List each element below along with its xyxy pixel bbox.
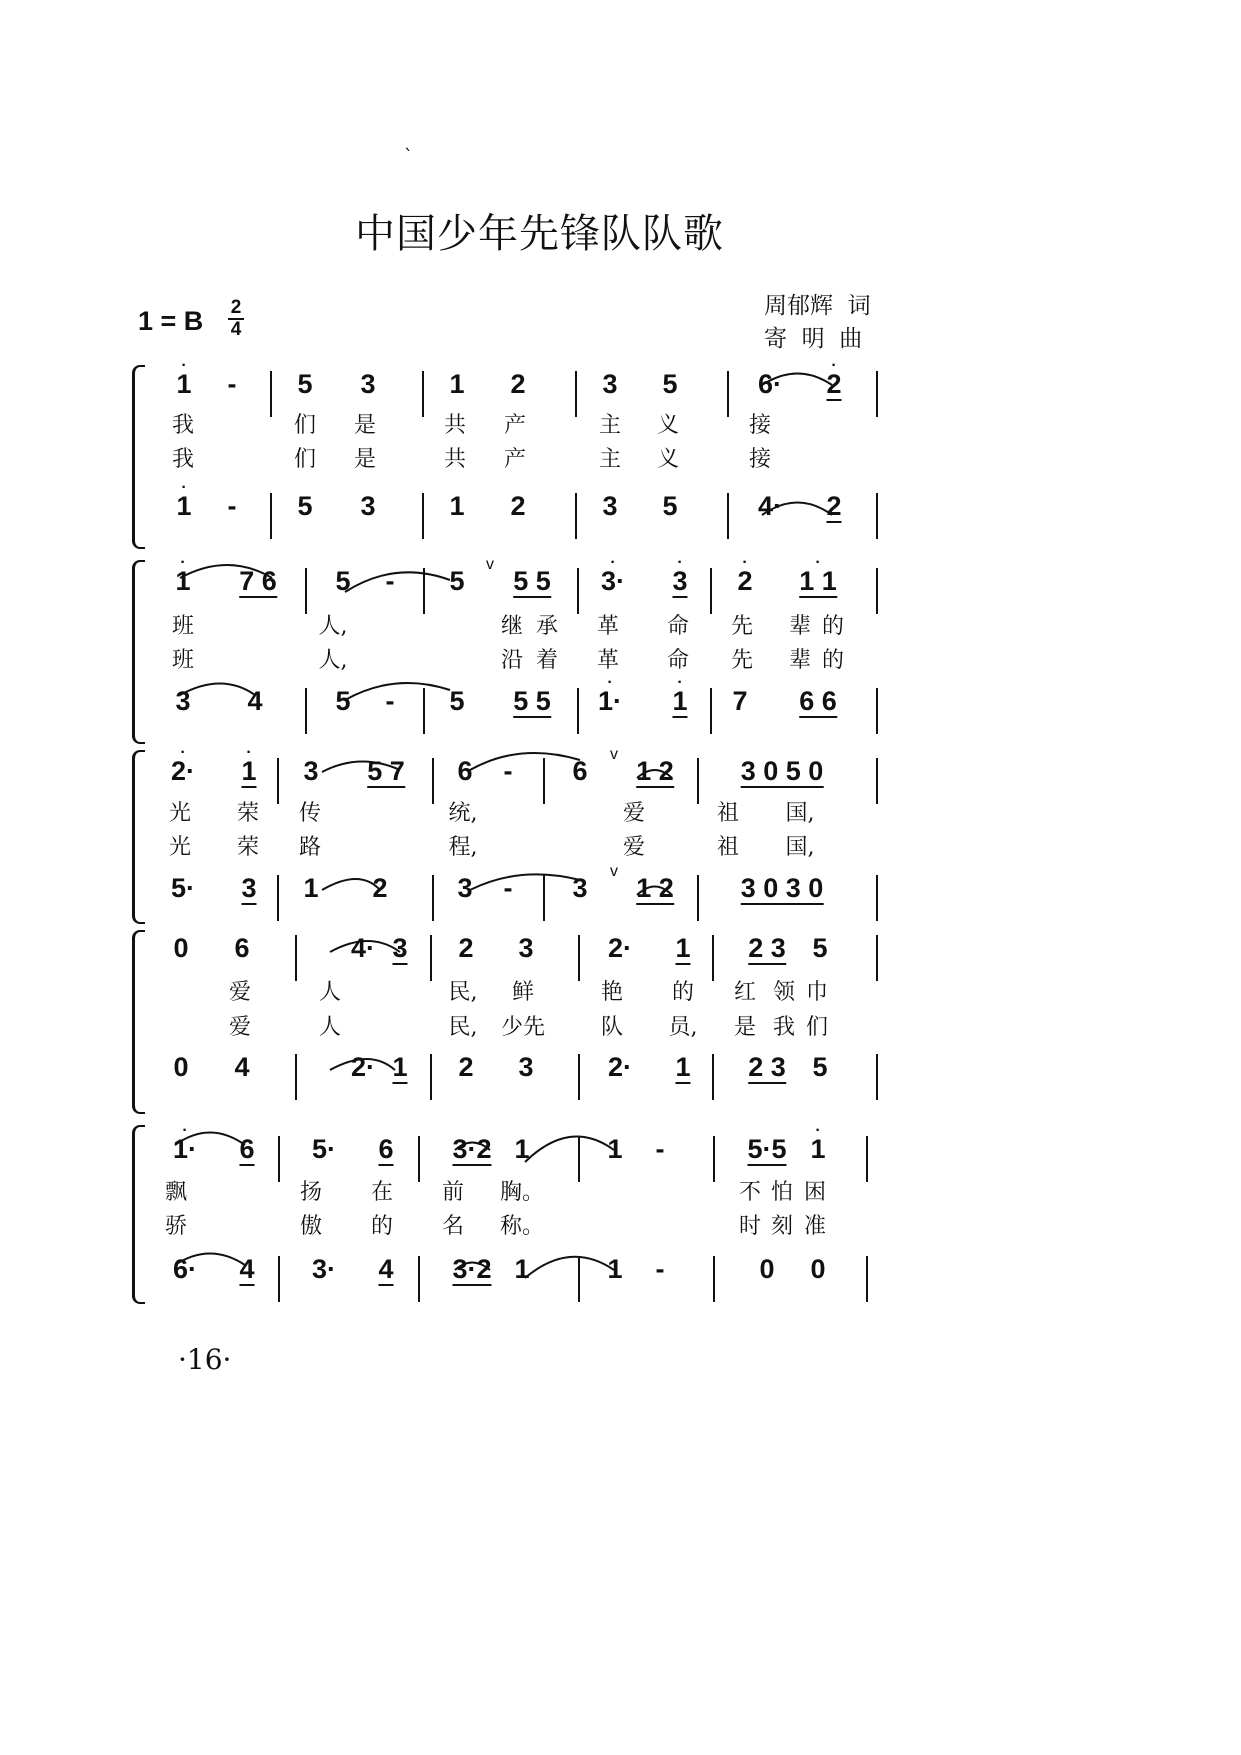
note: 1	[607, 1134, 623, 1164]
slur	[525, 1257, 614, 1278]
lyric-syllable: 扬	[299, 1180, 323, 1205]
note: 2 3	[748, 1052, 786, 1082]
note: 1 ·	[175, 554, 191, 596]
slur	[470, 874, 580, 890]
note: 6	[239, 1134, 255, 1164]
note: 3	[602, 369, 618, 399]
composer-credit: 寄 明 曲	[764, 326, 863, 352]
note: 3	[303, 756, 319, 786]
lyric-syllable: 人,	[318, 648, 348, 673]
time-signature: 2 4	[225, 298, 247, 340]
note: 5	[662, 369, 678, 399]
tie-dash: -	[227, 491, 237, 521]
note: 2	[458, 933, 474, 963]
note: 5	[297, 491, 313, 521]
note: 5 7	[367, 756, 405, 786]
note: 5·5	[747, 1134, 787, 1164]
lyric-syllable: 人,	[318, 614, 348, 639]
lyric-syllable: 共	[443, 413, 467, 438]
lyric-syllable: 义	[656, 413, 680, 438]
song-title: 中国少年先锋队队歌	[355, 211, 724, 257]
lyric-syllable: 命	[666, 648, 690, 673]
note: 0	[173, 933, 189, 963]
slur	[762, 374, 832, 386]
slur	[322, 761, 400, 772]
lyric-syllable: 祖	[716, 835, 740, 860]
lyric-syllable: 前	[441, 1180, 465, 1205]
note: 2· ·	[170, 744, 196, 786]
note: 4	[378, 1254, 394, 1284]
note: 5	[662, 491, 678, 521]
lyric-syllable: 祖	[716, 801, 740, 826]
lyric-syllable: 辈	[788, 648, 812, 673]
lyric-syllable: 先	[730, 648, 754, 673]
tie-dash: -	[655, 1254, 665, 1284]
breath-mark: v	[610, 863, 618, 880]
note: 6	[378, 1134, 394, 1164]
note: 1 2	[636, 756, 674, 786]
lyric-syllable: 员,	[668, 1015, 698, 1040]
note: 1· ·	[597, 674, 623, 716]
note: 3	[457, 873, 473, 903]
note: 2 ·	[826, 357, 842, 399]
note: 6	[457, 756, 473, 786]
note: 6·	[757, 369, 783, 399]
slur	[175, 1133, 245, 1146]
note: 3·2	[452, 1254, 492, 1284]
note: 0	[173, 1052, 189, 1082]
note: 1	[449, 369, 465, 399]
note: 5 5	[513, 566, 551, 596]
note: 2	[458, 1052, 474, 1082]
slur	[455, 1143, 490, 1151]
note: 3 ·	[672, 554, 688, 596]
lyric-syllable: 产	[503, 447, 527, 472]
note: 3	[360, 491, 376, 521]
lyric-syllable: 是	[353, 413, 377, 438]
note: 6	[234, 933, 250, 963]
note: 4	[247, 686, 263, 716]
slur	[345, 572, 450, 592]
key-signature: 1 = B	[138, 306, 204, 336]
lyric-syllable: 时	[738, 1214, 762, 1239]
slur	[180, 565, 272, 578]
note: 3	[392, 933, 408, 963]
lyric-syllable: 国,	[785, 835, 815, 860]
slur	[330, 1059, 395, 1070]
tie-dash: -	[655, 1134, 665, 1164]
lyric-syllable: 艳	[600, 980, 624, 1005]
lyric-syllable: 国,	[785, 801, 815, 826]
note: 3	[572, 873, 588, 903]
note: 5	[297, 369, 313, 399]
note: 1 2	[636, 873, 674, 903]
note: 3	[241, 873, 257, 903]
slur	[470, 753, 580, 770]
lyric-syllable: 着	[535, 648, 559, 673]
note: 1 ·	[176, 357, 192, 399]
lyric-syllable: 义	[656, 447, 680, 472]
lyric-syllable: 的	[821, 648, 845, 673]
note: 7 6	[239, 566, 277, 596]
lyric-syllable: 承	[535, 614, 559, 639]
lyric-syllable: 的	[671, 980, 695, 1005]
lyric-syllable: 队	[600, 1015, 624, 1040]
lyric-syllable: 爱	[228, 1015, 252, 1040]
slur	[330, 941, 400, 952]
lyric-syllable: 人	[318, 1015, 342, 1040]
slur	[637, 770, 672, 778]
note: 4·	[757, 491, 783, 521]
note: 2 ·	[737, 554, 753, 596]
lyric-syllable: 们	[293, 447, 317, 472]
note: 1	[675, 933, 691, 963]
note: 1· ·	[172, 1122, 198, 1164]
note: 1	[514, 1254, 530, 1284]
lyric-syllable: 先	[730, 614, 754, 639]
lyricist-credit: 周郁辉 词	[764, 293, 871, 319]
note: 3·2	[452, 1134, 492, 1164]
slur	[322, 879, 380, 890]
note: 1 ·	[176, 479, 192, 521]
lyric-syllable: 荣	[236, 801, 260, 826]
note: 5	[812, 1052, 828, 1082]
lyric-syllable: 胸。	[499, 1180, 545, 1205]
tie-dash: -	[503, 756, 513, 786]
slur	[525, 1137, 614, 1162]
note: 5	[812, 933, 828, 963]
slur	[175, 1254, 245, 1266]
note: 5 5	[513, 686, 551, 716]
lyric-syllable: 爱	[622, 835, 646, 860]
lyric-syllable: 是	[353, 447, 377, 472]
note: 1 ·	[810, 1122, 826, 1164]
note: 0	[810, 1254, 826, 1284]
lyric-syllable: 领	[772, 980, 796, 1005]
note: 6	[572, 756, 588, 786]
lyric-syllable: 人	[318, 980, 342, 1005]
slur	[762, 503, 832, 516]
lyric-syllable: 光	[168, 835, 192, 860]
note: 3 0 5 0	[740, 756, 824, 786]
note: 5	[449, 566, 465, 596]
lyric-syllable: 刻	[770, 1214, 794, 1239]
tie-dash: -	[385, 686, 395, 716]
lyric-syllable: 们	[805, 1015, 829, 1040]
note: 3	[518, 933, 534, 963]
note: 2	[372, 873, 388, 903]
note: 3 0 3 0	[740, 873, 824, 903]
note: 3	[518, 1052, 534, 1082]
note: 6·	[172, 1254, 198, 1284]
tie-dash: -	[227, 369, 237, 399]
note: 3·	[311, 1254, 337, 1284]
note: 1	[607, 1254, 623, 1284]
note: 4·	[350, 933, 376, 963]
note: 2·	[607, 1052, 633, 1082]
slur	[345, 683, 450, 700]
note: 1	[449, 491, 465, 521]
slur	[455, 1263, 490, 1271]
lyric-syllable: 命	[666, 614, 690, 639]
stray-mark: `	[404, 146, 413, 167]
lyric-syllable: 们	[293, 413, 317, 438]
lyric-syllable: 荣	[236, 835, 260, 860]
note: 4	[234, 1052, 250, 1082]
note: 2·	[607, 933, 633, 963]
lyric-syllable: 主	[598, 413, 622, 438]
note: 5·	[170, 873, 196, 903]
lyric-syllable: 班	[171, 648, 195, 673]
lyric-syllable: 不	[738, 1180, 762, 1205]
lyric-syllable: 民,	[448, 980, 478, 1005]
note: 3	[602, 491, 618, 521]
slur	[180, 684, 255, 696]
tie-dash: -	[503, 873, 513, 903]
lyric-syllable: 产	[503, 413, 527, 438]
note: 1 ·	[672, 674, 688, 716]
lyric-syllable: 的	[821, 614, 845, 639]
note: 7	[732, 686, 748, 716]
lyric-syllable: 民,	[448, 1015, 478, 1040]
lyric-syllable: 的	[370, 1214, 394, 1239]
lyric-syllable: 在	[370, 1180, 394, 1205]
lyric-syllable: 我	[171, 447, 195, 472]
lyric-syllable: 是	[733, 1015, 757, 1040]
note: 1 1 ·	[799, 554, 837, 596]
note: 1	[675, 1052, 691, 1082]
note: 6 6	[799, 686, 837, 716]
note: 2 3	[748, 933, 786, 963]
lyric-syllable: 飘	[164, 1180, 188, 1205]
lyric-syllable: 统,	[448, 801, 478, 826]
note: 1	[514, 1134, 530, 1164]
lyric-syllable: 革	[596, 614, 620, 639]
note: 3· ·	[600, 554, 626, 596]
lyric-syllable: 准	[803, 1214, 827, 1239]
lyric-syllable: 骄	[164, 1214, 188, 1239]
note: 5	[449, 686, 465, 716]
tie-dash: -	[385, 566, 395, 596]
breath-mark: v	[486, 556, 494, 573]
lyric-syllable: 爱	[622, 801, 646, 826]
lyric-syllable: 光	[168, 801, 192, 826]
note: 2	[510, 491, 526, 521]
note: 2·	[350, 1052, 376, 1082]
page-number: ·16·	[178, 1343, 232, 1376]
lyric-syllable: 接	[748, 413, 772, 438]
lyric-syllable: 革	[596, 648, 620, 673]
note: 3	[360, 369, 376, 399]
note: 1	[392, 1052, 408, 1082]
note: 0	[759, 1254, 775, 1284]
lyric-syllable: 程,	[448, 835, 478, 860]
lyric-syllable: 鲜	[511, 980, 535, 1005]
note: 5	[335, 686, 351, 716]
lyric-syllable: 困	[803, 1180, 827, 1205]
slur	[637, 887, 672, 896]
lyric-syllable: 继	[500, 614, 524, 639]
lyric-syllable: 称。	[499, 1214, 545, 1239]
lyric-syllable: 怕	[770, 1180, 794, 1205]
lyric-syllable: 主	[598, 447, 622, 472]
lyric-syllable: 名	[441, 1214, 465, 1239]
lyric-syllable: 爱	[228, 980, 252, 1005]
note: 4	[239, 1254, 255, 1284]
note: 5·	[311, 1134, 337, 1164]
note: 3	[175, 686, 191, 716]
note: 1	[303, 873, 319, 903]
lyric-syllable: 路	[298, 835, 322, 860]
lyric-syllable: 巾	[805, 980, 829, 1005]
lyric-syllable: 我	[171, 413, 195, 438]
lyric-syllable: 傲	[299, 1214, 323, 1239]
note: 2	[510, 369, 526, 399]
lyric-syllable: 我	[772, 1015, 796, 1040]
lyric-syllable: 沿	[500, 648, 524, 673]
lyric-syllable: 辈	[788, 614, 812, 639]
note: 5	[335, 566, 351, 596]
lyric-syllable: 传	[298, 801, 322, 826]
lyric-syllable: 红	[733, 980, 757, 1005]
lyric-syllable: 共	[443, 447, 467, 472]
note: 1 ·	[241, 744, 257, 786]
lyric-syllable: 接	[748, 447, 772, 472]
lyric-syllable: 少先	[500, 1015, 546, 1040]
note: 2	[826, 491, 842, 521]
lyric-syllable: 班	[171, 614, 195, 639]
breath-mark: v	[610, 746, 618, 763]
